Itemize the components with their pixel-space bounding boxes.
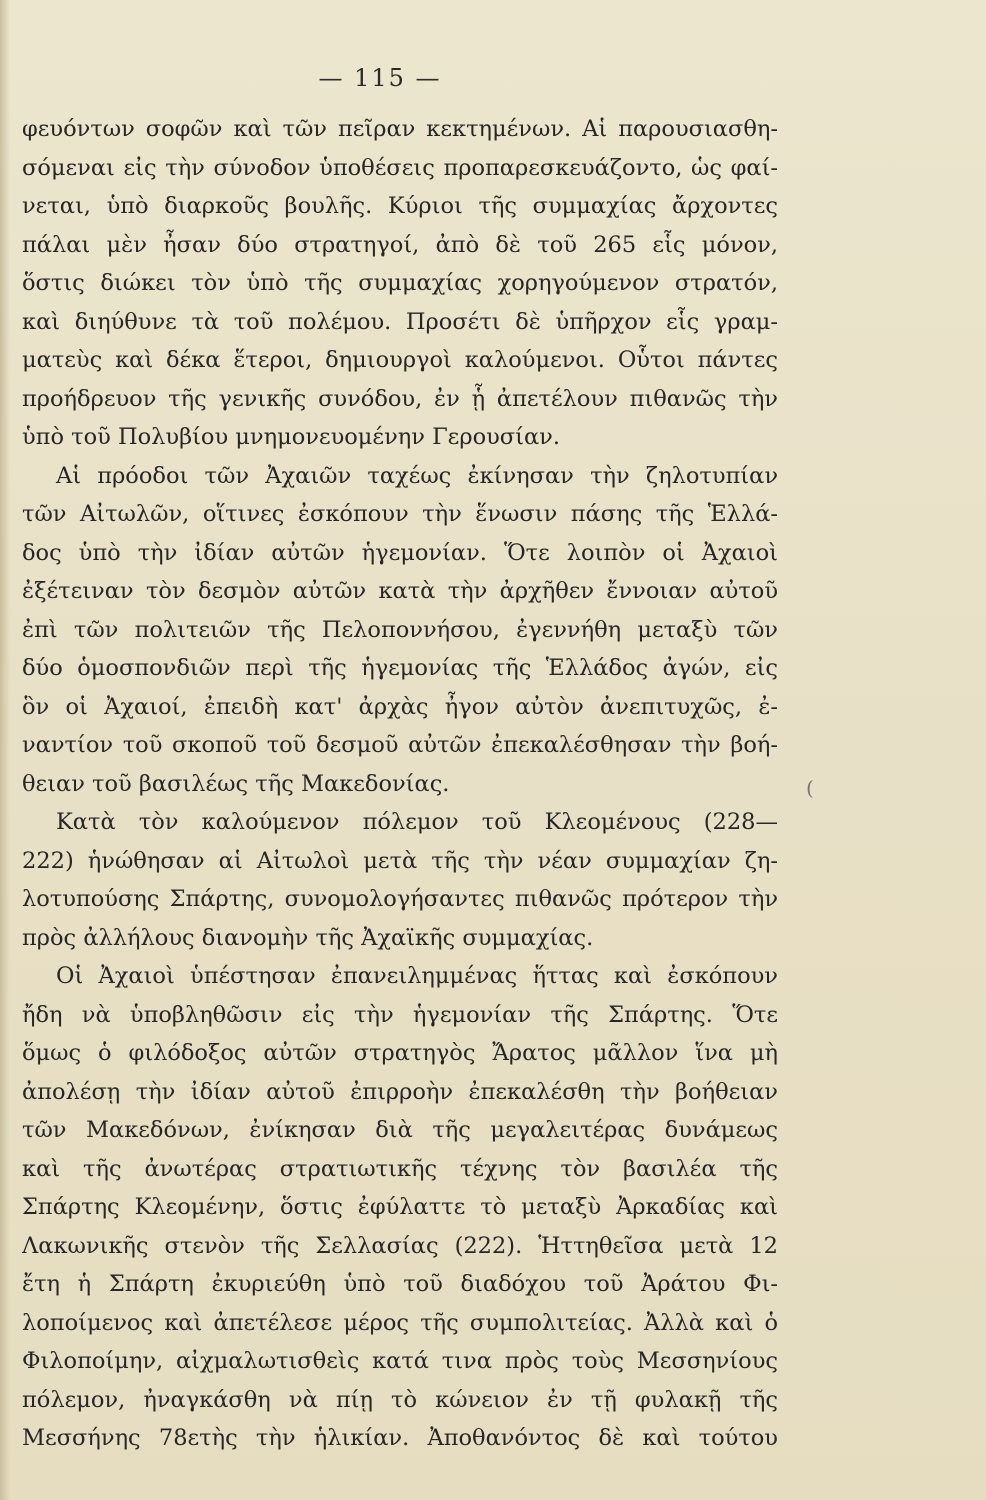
- text-line: τῶν Μακεδόνων, ἐνίκησαν διὰ τῆς μεγαλειτέρας δυνάμεως: [22, 1117, 778, 1143]
- text-line: φευόντων σοφῶν καὶ τῶν πεῖραν κεκτημένων. Αἱ παρουσιασθη-: [22, 116, 778, 142]
- text-line: προήδρευον τῆς γενικῆς συνόδου, ἐν ᾗ ἀπετέλουν πιθανῶς τὴν: [22, 385, 778, 412]
- text-line: Λακωνικῆς στενὸν τῆς Σελλασίας (222). Ἡττηθεῖσα μετὰ 12: [22, 1232, 778, 1259]
- text-line: δύο ὁμοσπονδιῶν περὶ τῆς ἡγεμονίας τῆς Ἑλλάδος ἀγών, εἰς: [22, 655, 778, 681]
- text-line: λοποίμενος καὶ ἀπετέλεσε μέρος τῆς συμπολιτείας. Ἀλλὰ καὶ ὁ: [22, 1309, 778, 1336]
- text-line: δος ὑπὸ τὴν ἰδίαν αὐτῶν ἡγεμονίαν. Ὅτε λοιπὸν οἱ Ἀχαιοὶ: [22, 539, 778, 566]
- text-line: ὑπὸ τοῦ Πολυβίου μνημονευομένην Γερουσίαν.: [22, 424, 561, 450]
- text-line: καὶ τῆς ἀνωτέρας στρατιωτικῆς τέχνης τὸν βασιλέα τῆς: [22, 1155, 778, 1182]
- text-line: πάλαι μὲν ἦσαν δύο στρατηγοί, ἀπὸ δὲ τοῦ 265 εἷς μόνον,: [22, 231, 778, 258]
- text-line: Οἱ Ἀχαιοὶ ὑπέστησαν ἐπανειλημμένας ἥττας καὶ ἐσκόπουν: [56, 963, 778, 989]
- text-line: ἀπολέσῃ τὴν ἰδίαν αὐτοῦ ἐπιρροὴν ἐπεκαλέσθη τὴν βοήθειαν: [22, 1078, 778, 1105]
- text-line: ὅστις διώκει τὸν ὑπὸ τῆς συμμαχίας χορηγούμενον στρατόν,: [22, 270, 778, 296]
- text-line: ἤδη νὰ ὑποβληθῶσιν εἰς τὴν ἡγεμονίαν τῆς Σπάρτης. Ὅτε: [22, 1001, 778, 1028]
- text-line: πόλεμον, ἠναγκάσθη νὰ πίῃ τὸ κώνειον ἐν τῇ φυλακῇ τῆς: [22, 1386, 778, 1413]
- text-line: τῶν Αἰτωλῶν, οἵτινες ἐσκόπουν τὴν ἕνωσιν πάσης τῆς Ἑλλά-: [22, 501, 778, 527]
- text-line: καὶ διηύθυνε τὰ τοῦ πολέμου. Προσέτι δὲ ὑπῆρχον εἷς γραμ-: [22, 308, 778, 335]
- body-text: [22, 110, 778, 1458]
- text-line: ὃν οἱ Ἀχαιοί, ἐπειδὴ κατ' ἀρχὰς ἦγον αὐτὸν ἀνεπιτυχῶς, ἐ-: [22, 693, 778, 720]
- text-line: Μεσσήνης 78ετὴς τὴν ἡλικίαν. Ἀποθανόντος δὲ καὶ τούτου: [22, 1425, 778, 1451]
- text-line: ἔτη ἡ Σπάρτη ἐκυριεύθη ὑπὸ τοῦ διαδόχου τοῦ Ἀράτου Φι-: [22, 1271, 778, 1297]
- text-line: Σπάρτης Κλεομένην, ὅστις ἐφύλαττε τὸ μεταξὺ Ἀρκαδίας καὶ: [22, 1194, 778, 1220]
- text-line: ἐξέτειναν τὸν δεσμὸν αὐτῶν κατὰ τὴν ἀρχῆθεν ἔννοιαν αὐτοῦ: [22, 578, 778, 604]
- text-line: Φιλοποίμην, αἰχμαλωτισθεὶς κατά τινα πρὸς τοὺς Μεσσηνίους: [22, 1348, 778, 1374]
- text-line: Κατὰ τὸν καλούμενον πόλεμον τοῦ Κλεομένους (228—: [56, 809, 778, 835]
- margin-mark: (: [806, 776, 814, 800]
- text-line: λοτυπούσης Σπάρτης, συνομολογήσαντες πιθανῶς πρότερον τὴν: [22, 886, 778, 912]
- page-number: — 115 —: [318, 64, 442, 92]
- text-line: θειαν τοῦ βασιλέως τῆς Μακεδονίας.: [22, 770, 450, 797]
- text-line: ματεὺς καὶ δέκα ἕτεροι, δημιουργοὶ καλούμενοι. Οὗτοι πάντες: [22, 347, 778, 373]
- page-binding-edge: [0, 0, 10, 1500]
- text-line: νεται, ὑπὸ διαρκοῦς βουλῆς. Κύριοι τῆς συμμαχίας ἄρχοντες: [22, 193, 778, 219]
- text-line: ἐπὶ τῶν πολιτειῶν τῆς Πελοποννήσου, ἐγεννήθη μεταξὺ τῶν: [22, 616, 778, 643]
- text-line: Αἱ πρόοδοι τῶν Ἀχαιῶν ταχέως ἐκίνησαν τὴν ζηλοτυπίαν: [56, 462, 778, 489]
- text-line: ναντίον τοῦ σκοποῦ τοῦ δεσμοῦ αὐτῶν ἐπεκαλέσθησαν τὴν βοή-: [22, 732, 778, 758]
- text-line: ὅμως ὁ φιλόδοξος αὐτῶν στρατηγὸς Ἄρατος μᾶλλον ἵνα μὴ: [22, 1040, 778, 1066]
- text-line: σόμεναι εἰς τὴν σύνοδον ὑποθέσεις προπαρεσκευάζοντο, ὡς φαί-: [22, 154, 778, 181]
- text-line: πρὸς ἀλλήλους διανομὴν τῆς Ἀχαϊκῆς συμμαχίας.: [22, 924, 594, 951]
- text-line: 222) ἡνώθησαν αἱ Αἰτωλοὶ μετὰ τῆς τὴν νέαν συμμαχίαν ζη-: [22, 847, 778, 874]
